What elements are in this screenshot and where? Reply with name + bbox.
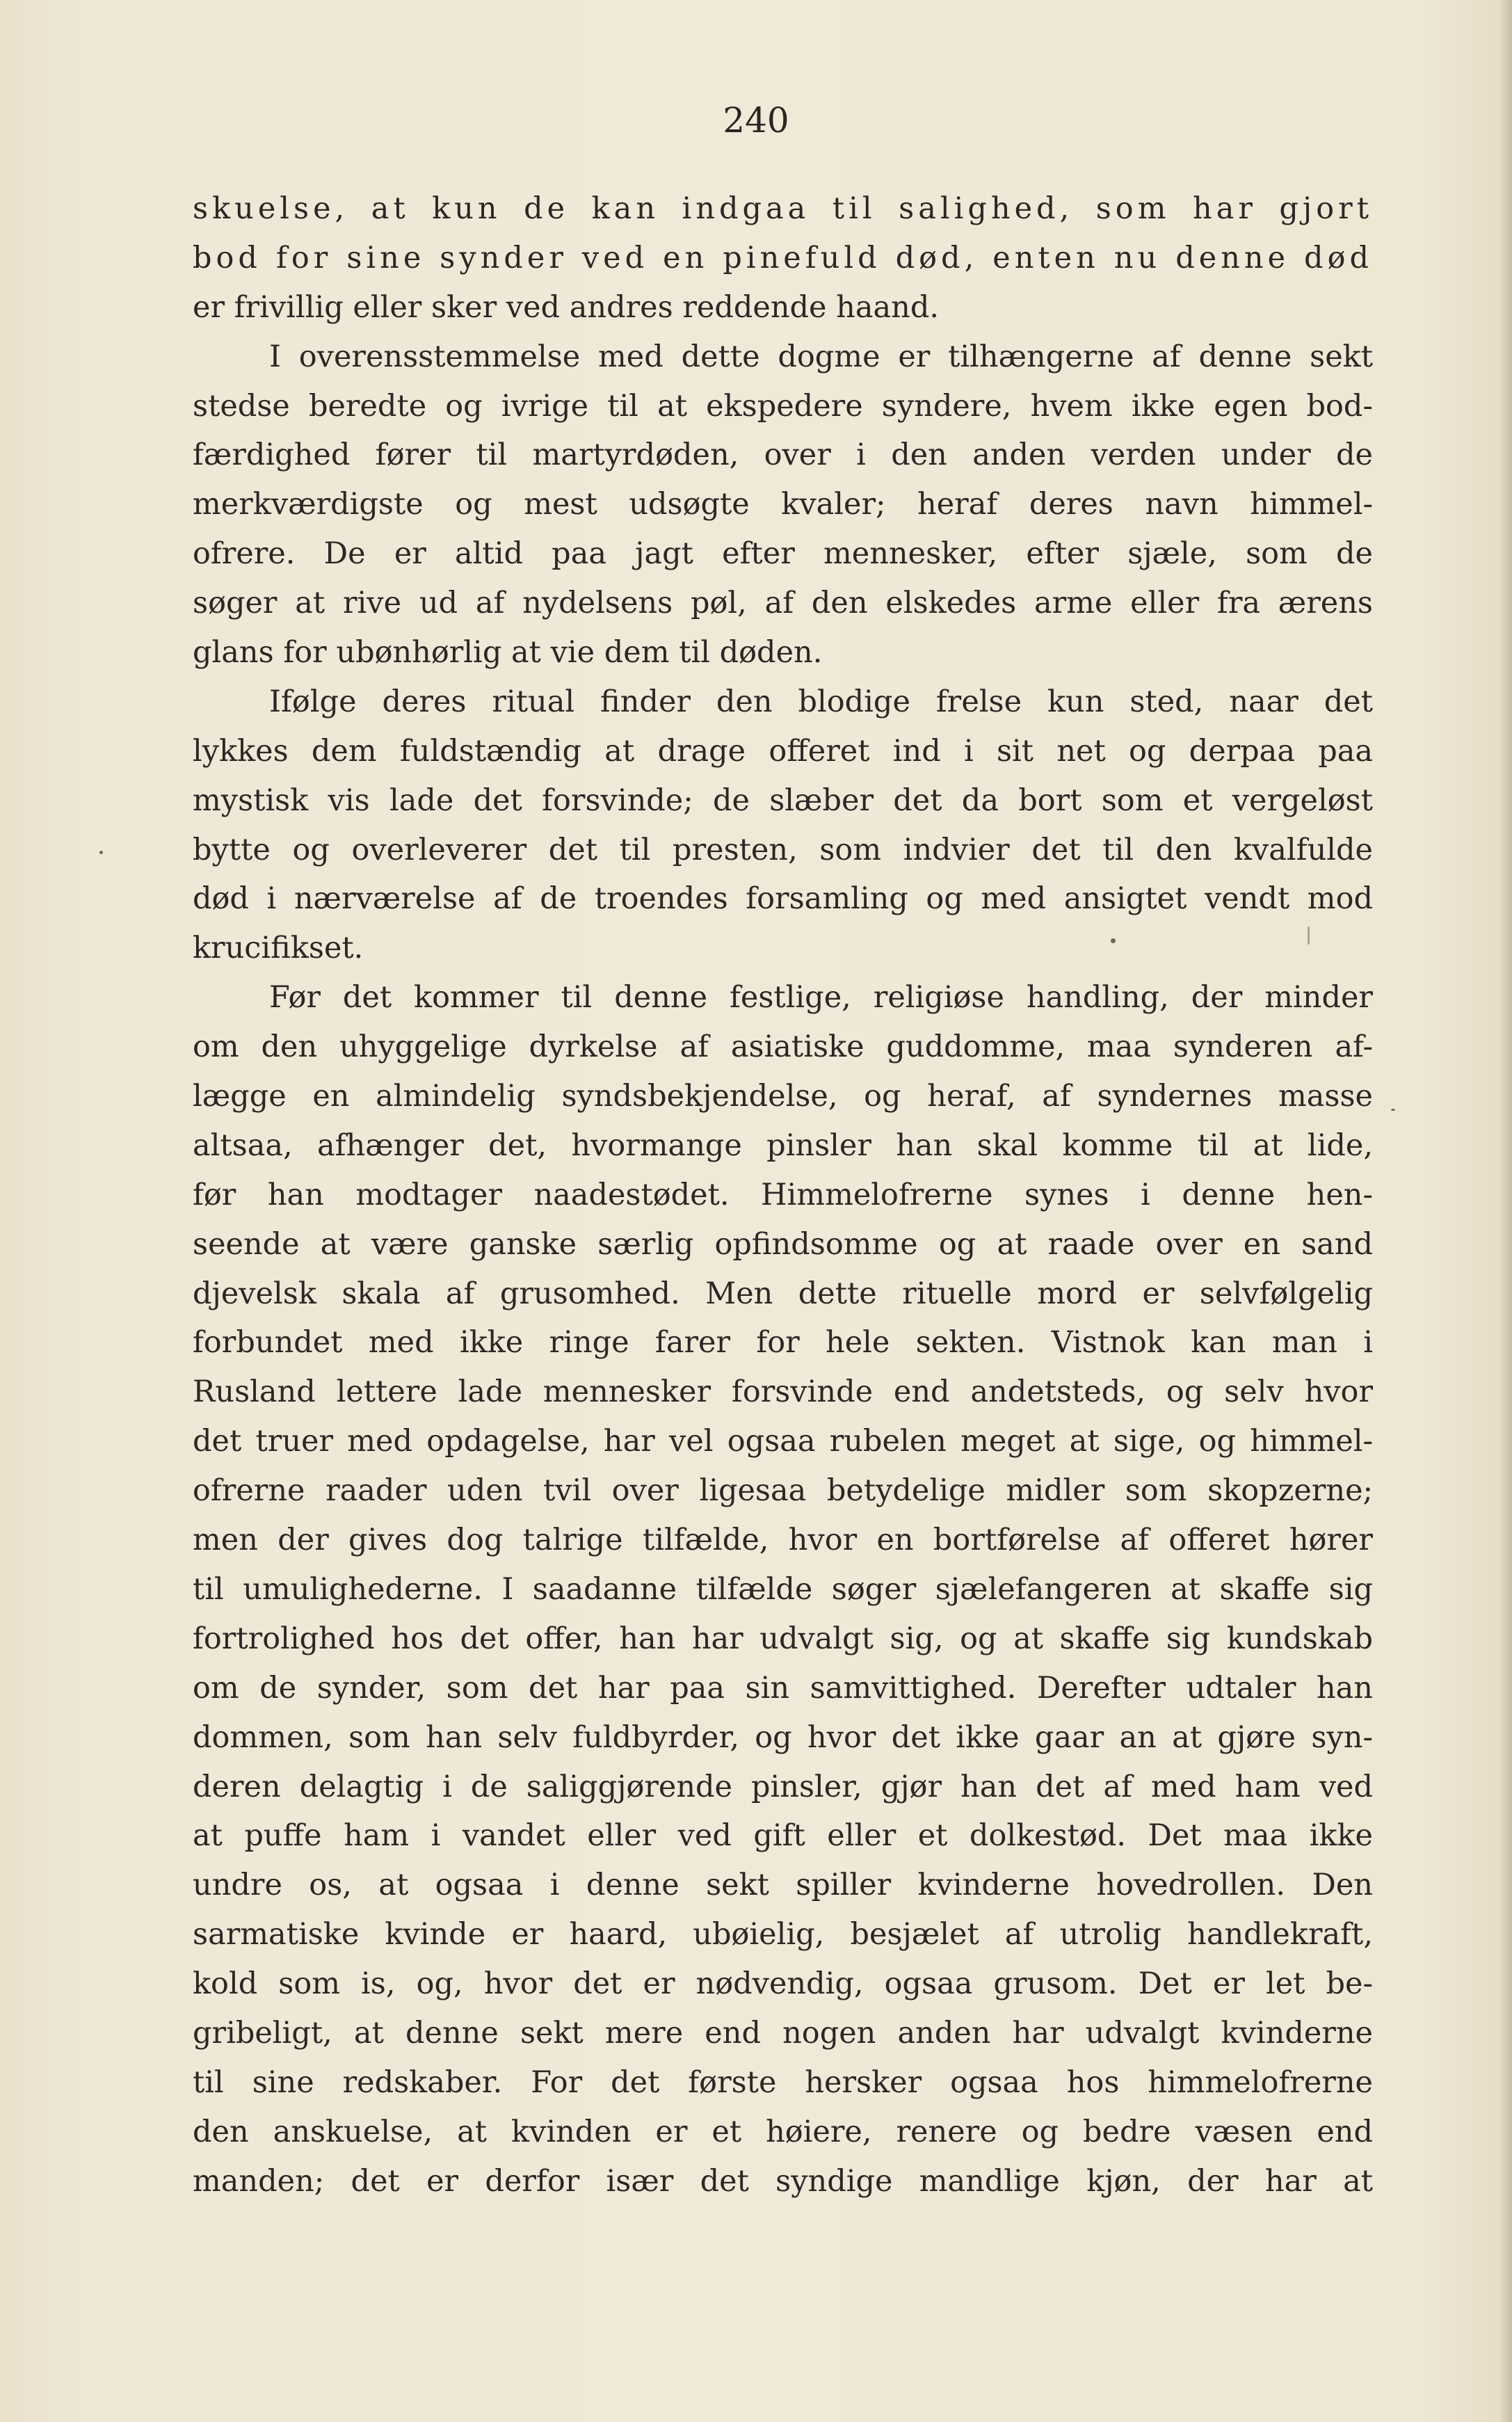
- text-line: ofrerne raader uden tvil over ligesaa betydelige midler som skopzerne;: [193, 1473, 1373, 1509]
- text-line: forbundet med ikke ringe farer for hele sekten. Vistnok kan man i: [193, 1325, 1373, 1361]
- text-line: lykkes dem fuldstændig at drage offeret ind i sit net og derpaa paa: [193, 733, 1373, 769]
- text-line: før han modtager naadestødet. Himmelofrerne synes i denne hen-: [193, 1177, 1373, 1212]
- text-line: glans for ubønhørlig at vie dem til døden.: [193, 635, 823, 671]
- text-line: ofrere. De er altid paa jagt efter mennesker, efter sjæle, som de: [193, 536, 1373, 572]
- text-line: færdighed fører til martyrdøden, over i den anden verden under de: [193, 438, 1373, 473]
- text-line: dommen, som han selv fuldbyrder, og hvor det ikke gaar an at gjøre syn-: [193, 1719, 1373, 1755]
- text-line: fortrolighed hos det offer, han har udvalgt sig, og at skaffe sig kundskab: [193, 1621, 1373, 1656]
- text-line: djevelsk skala af grusomhed. Men dette rituelle mord er selvfølgelig: [193, 1276, 1373, 1311]
- text-line: er frivillig eller sker ved andres reddende haand.: [193, 289, 940, 325]
- page-number: 240: [723, 100, 789, 141]
- text-line: I overensstemmelse med dette dogme er tilhængerne af denne sekt: [269, 339, 1373, 374]
- text-line: at puffe ham i vandet eller ved gift eller et dolkestød. Det maa ikke: [193, 1818, 1373, 1854]
- text-line: det truer med opdagelse, har vel ogsaa rubelen meget at sige, og himmel-: [193, 1424, 1373, 1459]
- text-line: undre os, at ogsaa i denne sekt spiller kvinderne hovedrollen. Den: [193, 1868, 1373, 1903]
- text-line: død i nærværelse af de troendes forsamling og med ansigtet vendt mod: [193, 881, 1373, 917]
- text-line: merkværdigste og mest udsøgte kvaler; heraf deres navn himmel-: [193, 487, 1373, 522]
- text-line: om den uhyggelige dyrkelse af asiatiske guddomme, maa synderen af-: [193, 1029, 1373, 1065]
- text-line: om de synder, som det har paa sin samvittighed. Derefter udtaler han: [193, 1670, 1373, 1706]
- text-line: seende at være ganske særlig opfindsomme og at raade over en sand: [193, 1226, 1373, 1262]
- page-edge-shadow: [1499, 0, 1512, 2422]
- text-line: manden; det er derfor især det syndige mandlige kjøn, der har at: [193, 2163, 1373, 2199]
- text-line: til sine redskaber. For det første hersker ogsaa hos himmelofrerne: [193, 2064, 1373, 2100]
- text-line: mystisk vis lade det forsvinde; de slæber det da bort som et vergeløst: [193, 783, 1373, 818]
- text-line: Før det kommer til denne festlige, religiøse handling, der minder: [269, 980, 1373, 1016]
- text-line: til umulighederne. I saadanne tilfælde søger sjælefangeren at skaffe sig: [193, 1571, 1373, 1607]
- text-line: bod for sine synder ved en pinefuld død, enten nu denne død: [193, 240, 1373, 275]
- paper-speck: [1308, 927, 1310, 945]
- paper-speck: [1111, 938, 1116, 943]
- body-text: [193, 184, 1373, 2206]
- text-line: kold som is, og, hvor det er nødvendig, ogsaa grusom. Det er let be-: [193, 1966, 1373, 2002]
- text-line: men der gives dog talrige tilfælde, hvor en bortførelse af offeret hører: [193, 1523, 1373, 1558]
- paper-speck: [1391, 1109, 1395, 1111]
- text-line: krucifikset.: [193, 931, 364, 966]
- text-line: altsaa, afhænger det, hvormange pinsler han skal komme til at lide,: [193, 1128, 1373, 1163]
- text-line: søger at rive ud af nydelsens pøl, af den elskedes arme eller fra ærens: [193, 586, 1373, 621]
- text-line: den anskuelse, at kvinden er et høiere, renere og bedre væsen end: [193, 2114, 1373, 2149]
- text-line: Ifølge deres ritual finder den blodige frelse kun sted, naar det: [269, 684, 1373, 719]
- text-line: deren delagtig i de saliggjørende pinsler, gjør han det af med ham ved: [193, 1769, 1373, 1804]
- text-line: gribeligt, at denne sekt mere end nogen anden har udvalgt kvinderne: [193, 2015, 1373, 2051]
- text-line: Rusland lettere lade mennesker forsvinde end andetsteds, og selv hvor: [193, 1374, 1373, 1410]
- text-line: sarmatiske kvinde er haard, ubøielig, besjælet af utrolig handlekraft,: [193, 1917, 1373, 1952]
- paper-speck: [99, 851, 103, 854]
- text-line: bytte og overleverer det til presten, som indvier det til den kvalfulde: [193, 832, 1373, 867]
- text-line: lægge en almindelig syndsbekjendelse, og heraf, af syndernes masse: [193, 1079, 1373, 1114]
- text-line: stedse beredte og ivrige til at ekspedere syndere, hvem ikke egen bod-: [193, 388, 1373, 424]
- text-line: skuelse, at kun de kan indgaa til salighed, som har gjort: [193, 191, 1373, 226]
